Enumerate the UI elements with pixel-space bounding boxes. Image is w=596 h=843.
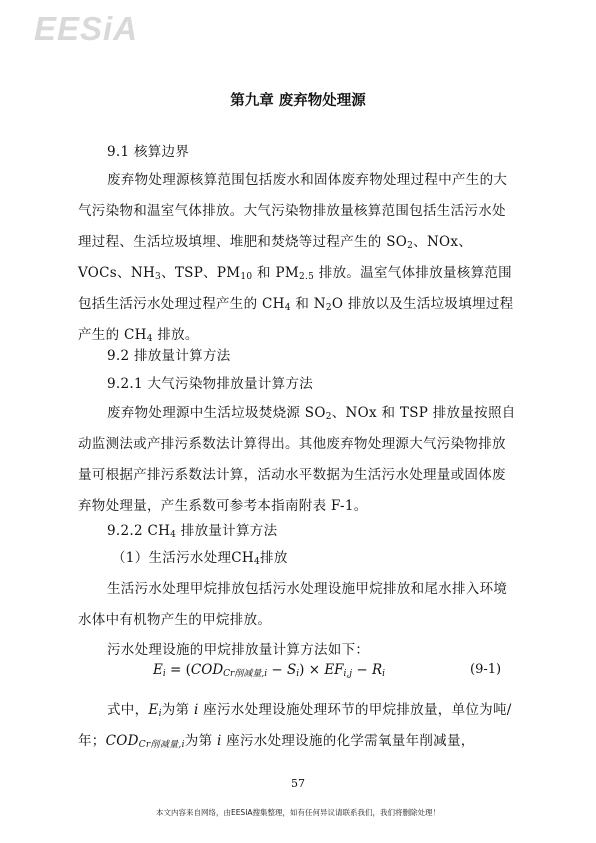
formula-r: R [371, 662, 383, 678]
heading-9-2-2-post: 排放量计算方法 [176, 523, 278, 539]
paragraph-9-1: 废弃物处理源核算范围包括废水和固体废弃物处理过程中产生的大气污染物和温室气体排放。大气污染物排放量核算范围包括生活污水处理过程、生活垃圾填埋、堆肥和焚烧等过程产生的 $SO_2$、NOx、VOCs、$NH_3$、TSP、$PM_{10}$ 和 $PM_{2.5}$ 排放。温室气体排放量核算范围包括生活污水处理过程产生的 $CH_4$ 和 $N_2O$ 排放以及生活垃圾填埋过程产生的 $CH_4$ 排放。 [78, 172, 514, 344]
paragraph-sewage-methane: 生活污水处理甲烷排放包括污水处理设施甲烷排放和尾水排入环境水体中有机物产生的甲烷排放。 [78, 581, 508, 628]
formula-times: ) × [299, 662, 325, 678]
chapter-title: 第九章 废弃物处理源 [230, 93, 366, 109]
formula-ef-sub: i,j [343, 669, 353, 679]
heading-1-sewage-ch4 [112, 547, 288, 569]
formula-ef: EF [324, 662, 344, 678]
paragraph-9-2-1: 废弃物处理源中生活垃圾焚烧源 $SO_2$、NOx 和 TSP 排放量按照自动监测法或产排污系数法计算得出。其他废弃物处理源大气污染物排放量可根据产排污系数法计算，活动水平数据为生活污水处理量或固体废弃物处理量，产生系数可参考本指南附表 F-1。 [78, 405, 516, 514]
heading-1-pre: （1）生活污水处理CH [112, 550, 254, 566]
logo: EESiA [34, 10, 139, 47]
formula-s: S [287, 662, 297, 678]
heading-9-2-2 [107, 520, 277, 542]
formula-cod-sub: Cr削减量,i [223, 669, 268, 679]
heading-9-2-2-sub: 4 [170, 530, 177, 540]
heading-9-2-2-pre: 9.2.2 CH [107, 523, 171, 539]
formula-lhs: E [153, 662, 163, 678]
formula-minus2: − [352, 662, 372, 678]
paragraph-method-intro: 污水处理设施的甲烷排放量计算方法如下： [107, 642, 370, 658]
heading-9-2: 9.2 排放量计算方法 [107, 348, 231, 364]
equation-number: (9-1) [470, 662, 502, 677]
heading-9-2-1: 9.2.1 大气污染物排放量计算方法 [107, 376, 314, 392]
formula-cod: COD [190, 662, 224, 678]
formula-minus: − [267, 662, 287, 678]
paragraph-where: 式中，$E_i$为第 i 座污水处理设施处理环节的甲烷排放量，单位为吨/年；$COD_{Cr削减量,i}$为第 i 座污水处理设施的化学需氧量年削减量， [78, 702, 512, 750]
formula-eq: = ( [165, 662, 191, 678]
formula-9-1 [153, 662, 385, 678]
page-number: 57 [291, 777, 305, 790]
heading-1-post: 排放 [260, 550, 288, 566]
footer-disclaimer: 本文内容来自网络，由EESIA搜集整理，如有任何异议请联系我们，我们将删除处理！ [155, 808, 441, 817]
formula-r-sub: i [382, 669, 386, 679]
heading-9-1: 9.1 核算边界 [107, 144, 190, 160]
heading-1-sub: 4 [254, 557, 261, 567]
formula-s-sub: i [296, 669, 300, 679]
formula-lhs-sub: i [162, 669, 166, 679]
